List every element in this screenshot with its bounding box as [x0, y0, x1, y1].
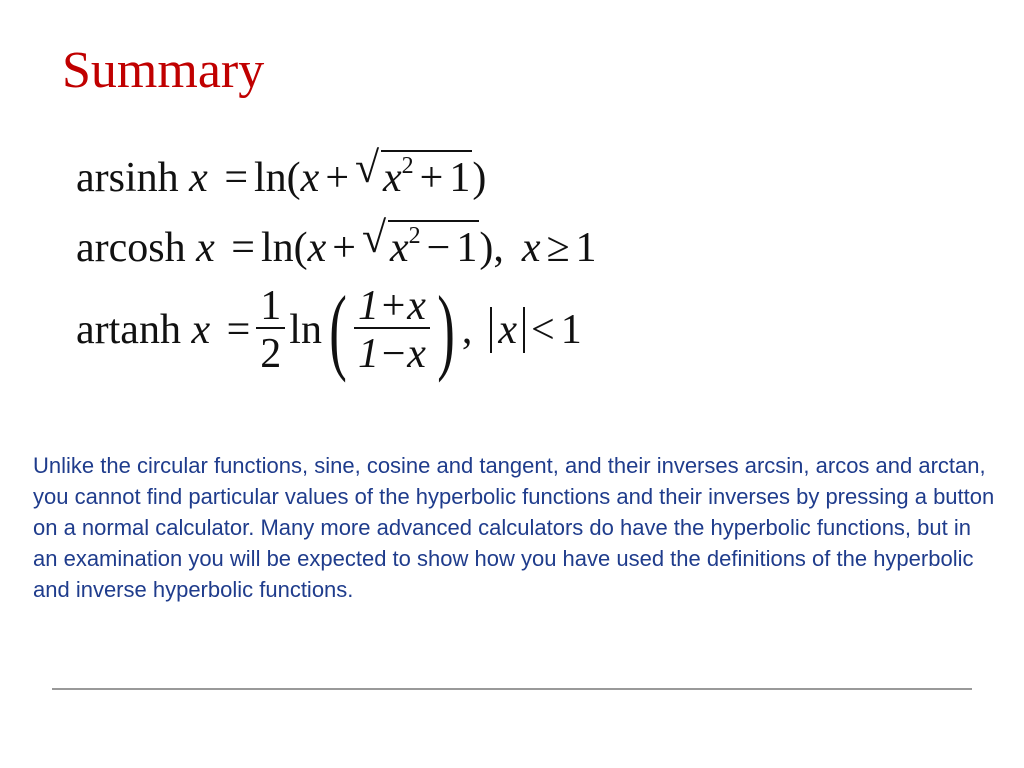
sqrt-expression	[355, 143, 472, 201]
radicand-op: −	[426, 225, 451, 271]
ln-open: ln(	[260, 225, 308, 271]
formula-arcosh	[76, 213, 597, 271]
equals-sign: =	[231, 225, 255, 271]
plus-sign: +	[325, 155, 349, 201]
equals-sign: =	[224, 155, 248, 201]
radicand-x: x	[389, 225, 409, 271]
fn-var: x	[189, 155, 208, 201]
left-paren: (	[329, 276, 347, 383]
radical-sign-icon: √	[355, 143, 380, 192]
slide-title: Summary	[62, 42, 265, 99]
fn-name: arcosh	[76, 225, 186, 271]
explanation-paragraph: Unlike the circular functions, sine, cosine and tangent, and their inverses arcsin, arcos and arctan, you cannot find particular values of the hyperbolic functions and their inverses by pressing a button on a normal calculator. Many more advanced calculators do have the hyperbolic functions, but in an examination you will be expected to show how you have used the definitions of the hyperbolic and inverse hyperbolic functions.	[33, 453, 995, 602]
radicand	[388, 220, 479, 269]
fraction-numerator: 1+x	[357, 283, 426, 329]
radicand-x: x	[383, 155, 402, 201]
radicand-op: +	[419, 155, 444, 201]
sqrt-expression	[361, 213, 479, 271]
plus-sign: +	[332, 225, 356, 271]
close-paren: )	[479, 225, 494, 271]
coefficient-fraction	[256, 285, 285, 375]
exponent: 2	[401, 153, 414, 179]
condition-abs-var: x	[490, 307, 525, 353]
formula-artanh	[76, 276, 582, 383]
footer-divider	[52, 688, 972, 690]
term-x: x	[300, 155, 320, 201]
comma: ,	[461, 307, 473, 353]
fraction-numerator: 1	[260, 283, 282, 329]
fraction-denominator: 1−x	[354, 327, 430, 375]
equals-sign: =	[226, 307, 251, 353]
term-x: x	[307, 225, 327, 271]
condition-op: ≥	[546, 225, 570, 271]
ln-open: ln(	[254, 155, 301, 201]
radicand-const: 1	[456, 225, 478, 271]
radicand-const: 1	[449, 155, 471, 201]
exponent: 2	[408, 223, 421, 249]
condition-value: 1	[575, 225, 597, 271]
right-paren: )	[437, 276, 455, 383]
fraction-denominator: 2	[256, 327, 285, 375]
fn-name: arsinh	[76, 155, 179, 201]
argument-fraction	[354, 285, 430, 375]
radicand	[381, 150, 472, 199]
condition-value: 1	[560, 307, 582, 353]
close-paren: )	[472, 155, 487, 201]
condition-var: x	[521, 225, 541, 271]
formula-arsinh	[76, 143, 487, 201]
fn-name: artanh	[76, 307, 181, 353]
radical-sign-icon: √	[361, 213, 387, 262]
condition-op: <	[531, 307, 555, 353]
fn-var: x	[191, 307, 211, 353]
ln-label: ln	[289, 307, 322, 353]
fn-var: x	[196, 225, 215, 271]
comma: ,	[493, 225, 504, 271]
